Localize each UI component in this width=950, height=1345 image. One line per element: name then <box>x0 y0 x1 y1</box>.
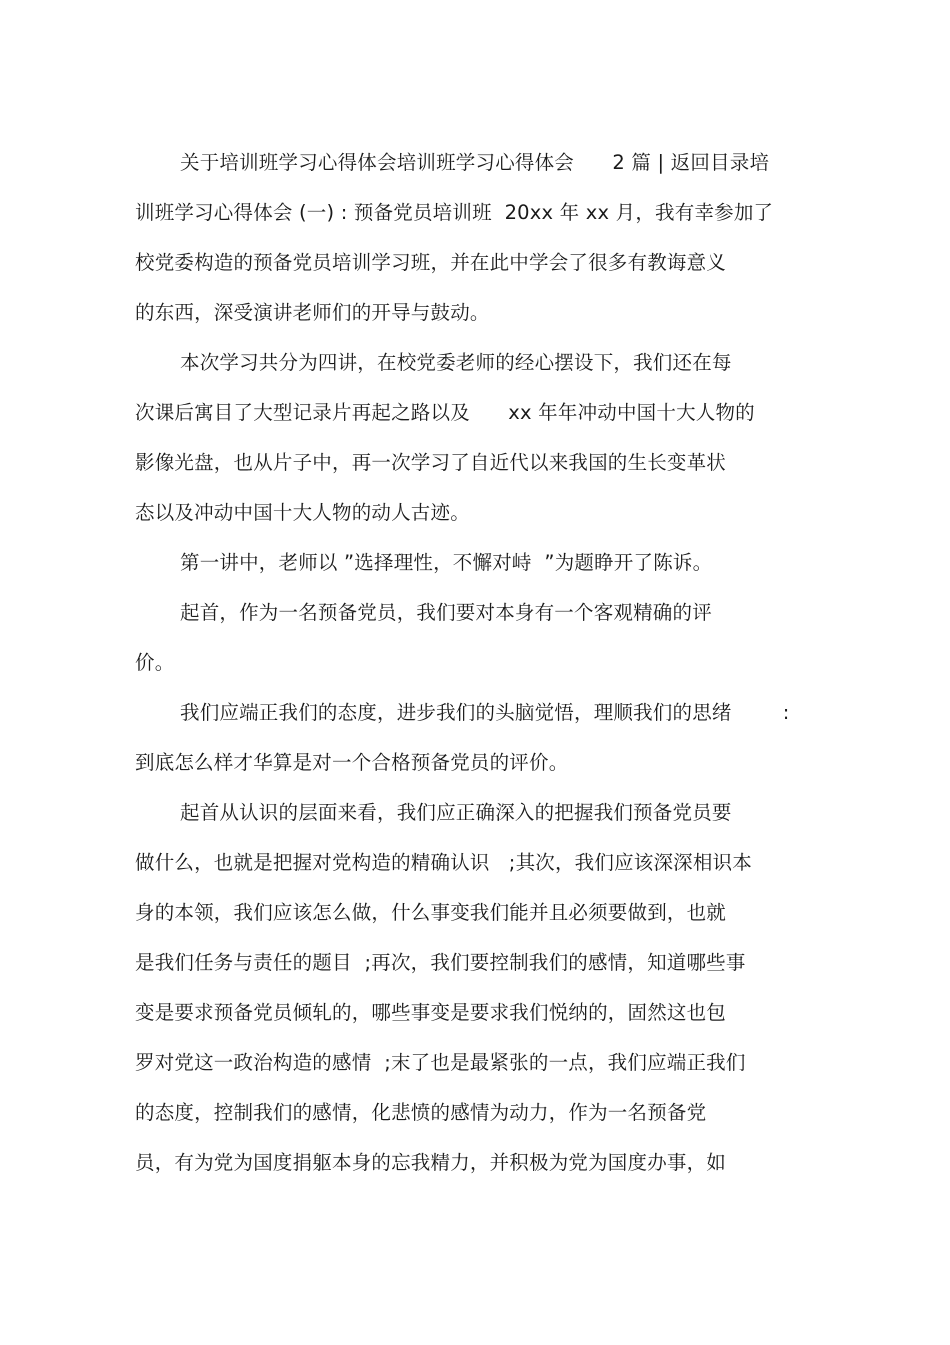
text-line: 态以及冲动中国十大人物的动人古迹。 <box>135 501 470 524</box>
text-line: 是我们任务与责任的题目 ;再次，我们要控制我们的感情，知道哪些事 <box>135 951 746 974</box>
text-line: 我们应端正我们的态度，进步我们的头脑觉悟，理顺我们的思绪 : <box>180 701 790 724</box>
text-line: 罗对党这一政治构造的感情 ;末了也是最紧张的一点，我们应端正我们 <box>135 1051 746 1074</box>
text-line: 校党委构造的预备党员培训学习班，并在此中学会了很多有教诲意义 <box>135 251 727 274</box>
text-line: 次课后寓目了大型记录片再起之路以及 xx 年年冲动中国十大人物的 <box>135 401 755 424</box>
text-line: 起首，作为一名预备党员，我们要对本身有一个客观精确的评 <box>180 601 712 624</box>
text-line: 的态度，控制我们的感情，化悲愤的感情为动力，作为一名预备党 <box>135 1101 707 1124</box>
text-line: 价。 <box>135 651 175 674</box>
text-line: 做什么，也就是把握对党构造的精确认识 ;其次，我们应该深深相识本 <box>135 851 752 874</box>
text-line: 第一讲中，老师以 ”选择理性，不懈对峙 ”为题睁开了陈诉。 <box>180 551 713 574</box>
text-line: 本次学习共分为四讲，在校党委老师的经心摆设下，我们还在每 <box>180 351 732 374</box>
text-line: 起首从认识的层面来看，我们应正确深入的把握我们预备党员要 <box>180 801 732 824</box>
text-line: 员，有为党为国度捐躯本身的忘我精力，并积极为党为国度办事，如 <box>135 1151 727 1174</box>
text-line: 到底怎么样才华算是对一个合格预备党员的评价。 <box>135 751 569 774</box>
text-line: 影像光盘，也从片子中，再一次学习了自近代以来我国的生长变革状 <box>135 451 727 474</box>
text-line: 变是要求预备党员倾轧的，哪些事变是要求我们悦纳的，固然这也包 <box>135 1001 727 1024</box>
text-line: 关于培训班学习心得体会培训班学习心得体会 2 篇 | 返回目录培 <box>180 151 770 174</box>
text-line: 的东西，深受演讲老师们的开导与鼓动。 <box>135 301 490 324</box>
text-line: 身的本领，我们应该怎么做，什么事变我们能并且必须要做到，也就 <box>135 901 727 924</box>
text-line: 训班学习心得体会 (一) : 预备党员培训班 20xx 年 xx 月，我有幸参加了 <box>135 201 774 224</box>
